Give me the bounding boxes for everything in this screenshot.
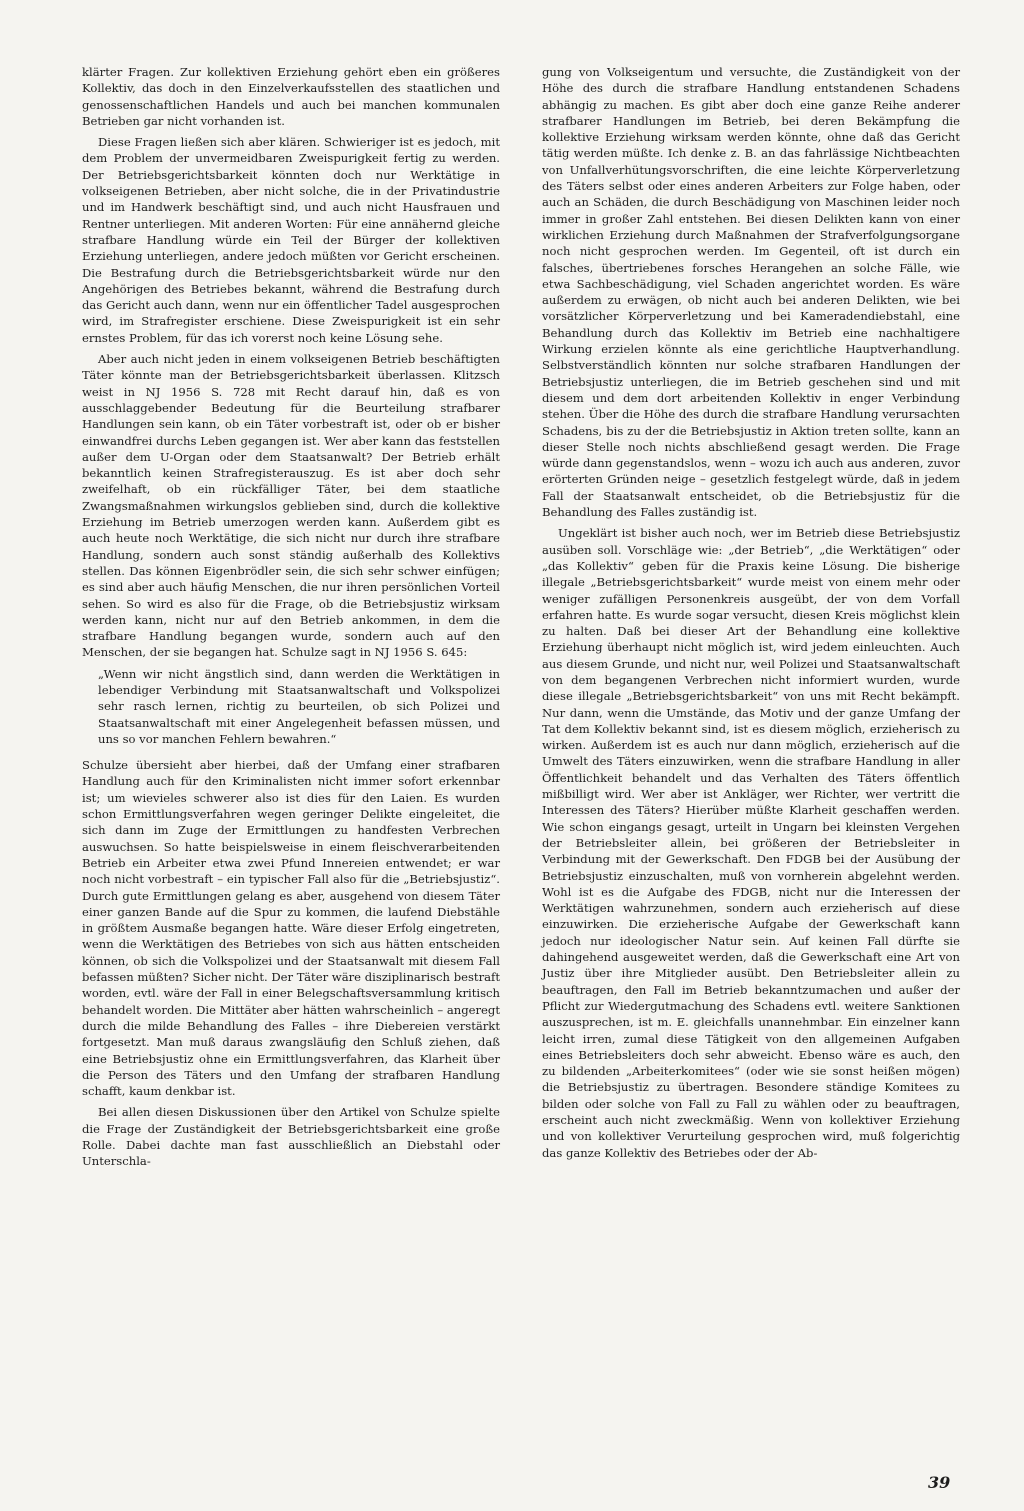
- paragraph: Ungeklärt ist bisher auch noch, wer im Betrieb diese Betriebsjustiz ausüben soll. Vorschläge wie: „der Betrieb“, „die Werktätigen“ oder „das Kollektiv“ geben für die Praxis keine Lösung. Die bisherige illegale „Betriebsgerichtsbarkeit“ wurde meist von einem mehr oder weniger zufälligen Personenkreis ausgeübt, der von dem Vorfall erfahren hatte. Es wurde sogar versucht, diesen Kreis möglichst klein zu halten. Daß bei dieser Art der Behandlung eine kollektive Erziehung überhaupt nicht möglich ist, wird jedem einleuchten. Auch aus diesem Grunde, und nicht nur, weil Polizei und Staatsanwaltschaft von dem begangenen Verbrechen nicht informiert wurden, wurde diese illegale „Betriebsgerichtsbarkeit“ von uns mit Recht bekämpft. Nur dann, wenn die Umstände, das Motiv und der ganze Umfang der Tat dem Kollektiv bekannt sind, ist es diesem möglich, erzieherisch zu wirken. Außerdem ist es auch nur dann möglich, erzieherisch auf die Umwelt des Täters einzuwirken, wenn die strafbare Handlung in aller Öffentlichkeit behandelt und das Verhalten des Täters öffentlich mißbilligt wird. Wer aber ist Ankläger, wer Richter, wer vertritt die Interessen des Täters? Hierüber müßte Klarheit geschaffen werden. Wie schon eingangs gesagt, urteilt in Ungarn bei kleinsten Vergehen der Betriebsleiter allein, bei größeren der Betriebsleiter in Verbindung mit der Gewerkschaft. Den FDGB bei der Ausübung der Betriebsjustiz einzuschalten, muß von vornherein abgelehnt werden. Wohl ist es die Aufgabe des FDGB, nicht nur die Interessen der Werktätigen wahrzunehmen, sondern auch erzieherisch auf diese einzuwirken. Die erzieherische Aufgabe der Gewerkschaft kann jedoch nur ideologischer Natur sein. Auf keinen Fall dürfte sie dahingehend ausgeweitet werden, daß die Gewerkschaft eine Art von Justiz über ihre Mitglieder ausübt. Den Betriebsleiter allein zu beauftragen, den Fall im Betrieb bekanntzumachen und außer der Pflicht zur Wiedergutmachung des Schadens evtl. weitere Sanktionen auszusprechen, ist m. E. gleichfalls unannehmbar. Ein einzelner kann leicht irren, zumal diese Tätigkeit von den allgemeinen Aufgaben eines Betriebsleiters doch sehr abweicht. Ebenso wäre es auch, den zu bildenden „Arbeiterkomitees“ (oder wie sie sonst heißen mögen) die Betriebsjustiz zu übertragen. Besondere ständige Komitees zu bilden oder solche von Fall zu Fall zu wählen oder zu beauftragen, erscheint auch nicht zweckmäßig. Wenn von kollektiver Erziehung und von kollektiver Verurteilung gesprochen wird, muß folgerichtig das ganze Kollektiv des Betriebes oder der Ab-: [542, 526, 960, 1160]
- paragraph: Aber auch nicht jeden in einem volkseigenen Betrieb beschäftigten Täter könnte man der Betriebsgerichtsbarkeit überlassen. Klitzsch weist in NJ 1956 S. 728 mit Recht darauf hin, daß es von ausschlaggebender Bedeutung für die Beurteilung strafbarer Handlungen sein kann, ob ein Täter vorbestraft ist, oder ob er bisher einwandfrei durchs Leben gegangen ist. Wer aber kann das feststellen außer dem U-Organ oder dem Staatsanwalt? Der Betrieb erhält bekanntlich keinen Strafregisterauszug. Es ist aber doch sehr zweifelhaft, ob ein rückfälliger Täter, bei dem staatliche Zwangsmaßnahmen wirkungslos geblieben sind, durch die kollektive Erziehung im Betrieb umerzogen werden kann. Außerdem gibt es auch heute noch Werktätige, die sich nicht nur durch ihre strafbare Handlung, sondern auch sonst ständig außerhalb des Kollektivs stellen. Das können Eigenbrödler sein, die sich sehr schwer einfügen; es sind aber auch häufig Menschen, die nur ihren persönlichen Vorteil sehen. So wird es also für die Frage, ob die Betriebsjustiz wirksam werden kann, nicht nur auf den Betrieb ankommen, in dem die strafbare Handlung begangen wurde, sondern auch auf den Menschen, der sie begangen hat. Schulze sagt in NJ 1956 S. 645:: [82, 352, 500, 660]
- page-number: 39: [928, 1473, 951, 1492]
- right-column: [542, 64, 960, 1166]
- quotation-text: „Wenn wir nicht ängstlich sind, dann werden die Werktätigen in lebendiger Verbindung mit Staatsanwaltschaft und Volkspolizei sehr rasch lernen, richtig zu beurteilen, ob sich Polizei und Staatsanwaltschaft mit einer Angelegenheit befassen müssen, und uns so vor manchen Fehlern bewahren.“: [98, 666, 500, 746]
- paragraph: Bei allen diesen Diskussionen über den Artikel von Schulze spielte die Frage der Zuständigkeit der Betriebsgerichtsbarkeit eine große Rolle. Dabei dachte man fast ausschließlich an Diebstahl oder Unterschla-: [82, 1105, 500, 1169]
- paragraph: Schulze übersieht aber hierbei, daß der Umfang einer strafbaren Handlung auch für den Kriminalisten nicht immer sofort erkennbar ist; um wievieles schwerer also ist dies für den Laien. Es wurden schon Ermittlungsverfahren wegen geringer Delikte eingeleitet, die sich dann im Zuge der Ermittlungen zu handfesten Verbrechen auswuchsen. So hatte beispielsweise in einem fleischverarbeitenden Betrieb ein Arbeiter etwa zwei Pfund Innereien entwendet; er war noch nicht vorbestraft – ein typischer Fall also für die „Betriebsjustiz“. Durch gute Ermittlungen gelang es aber, ausgehend von diesem Täter einer ganzen Bande auf die Spur zu kommen, die laufend Diebstähle in größtem Ausmaße begangen hatte. Wäre dieser Erfolg eingetreten, wenn die Werktätigen des Betriebes von sich aus hätten entscheiden können, ob sich die Volkspolizei und der Staatsanwalt mit diesem Fall befassen müßten? Sicher nicht. Der Täter wäre disziplinarisch bestraft worden, evtl. wäre der Fall in einer Belegschaftsversammlung kritisch behandelt worden. Die Mittäter aber hätten wahrscheinlich – angeregt durch die milde Behandlung des Falles – ihre Diebereien verstärkt fortgesetzt. Man muß daraus zwangsläufig den Schluß ziehen, daß eine Betriebsjustiz ohne ein Ermittlungsverfahren, das Klarheit über die Person des Täters und den Umfang der strafbaren Handlung schafft, kaum denkbar ist.: [82, 758, 500, 1099]
- left-column: [82, 64, 500, 1175]
- paragraph: gung von Volkseigentum und versuchte, die Zuständigkeit von der Höhe des durch die strafbare Handlung entstandenen Schadens abhängig zu machen. Es gibt aber doch eine ganze Reihe anderer strafbarer Handlungen im Betrieb, bei deren Bekämpfung die kollektive Erziehung wirksam werden könnte, ohne daß das Gericht tätig werden müßte. Ich denke z. B. an das fahrlässige Nichtbeachten von Unfallverhütungsvorschriften, die eine leichte Körperverletzung des Täters selbst oder eines anderen Arbeiters zur Folge haben, oder auch an Schäden, die durch Beschädigung von Maschinen leider noch immer in großer Zahl entstehen. Bei diesen Delikten kann von einer wirklichen Erziehung durch Maßnahmen der Strafverfolgungsorgane noch nicht gesprochen werden. Im Gegenteil, oft ist durch ein falsches, übertriebenes forsches Herangehen an solche Fälle, wie etwa Sachbeschädigung, viel Schaden angerichtet worden. Es wäre außerdem zu erwägen, ob nicht auch bei anderen Delikten, wie bei vorsätzlicher Körperverletzung und bei Kameradendiebstahl, eine Behandlung durch das Kollektiv im Betrieb eine nachhaltigere Wirkung erzielen könnte als eine gerichtliche Hauptverhandlung. Selbstverständlich könnten nur solche strafbaren Handlungen der Betriebsjustiz unterliegen, die im Betrieb geschehen sind und mit diesem und dem dort arbeitenden Kollektiv in enger Verbindung stehen. Über die Höhe des durch die strafbare Handlung verursachten Schadens, bis zu der die Betriebsjustiz in Aktion treten sollte, kann an dieser Stelle noch nichts abschließend gesagt werden. Die Frage würde dann gegenstandslos, wenn – wozu ich auch aus anderen, zuvor erörterten Gründen neige – gesetzlich festgelegt würde, daß in jedem Fall der Staatsanwalt entscheidet, ob die Betriebsjustiz für die Behandlung des Falles zuständig ist.: [542, 65, 960, 520]
- quotation: [98, 666, 500, 747]
- paragraph: Diese Fragen ließen sich aber klären. Schwieriger ist es jedoch, mit dem Problem der unvermeidbaren Zweispurigkeit fertig zu werden. Der Betriebsgerichtsbarkeit könnten doch nur Werktätige in volkseigenen Betrieben, aber nicht solche, die in der Privatindustrie und im Handwerk beschäftigt sind, und auch nicht Hausfrauen und Rentner unterliegen. Mit anderen Worten: Für eine annähernd gleiche strafbare Handlung würde ein Teil der Bürger der kollektiven Erziehung unterliegen, andere jedoch müßten vor Gericht erscheinen. Die Bestrafung durch die Betriebsgerichtsbarkeit würde nur den Angehörigen des Betriebes bekannt, während die Bestrafung durch das Gericht auch dann, wenn nur ein öffentlicher Tadel ausgesprochen wird, im Strafregister erschiene. Diese Zweispurigkeit ist ein sehr ernstes Problem, für das ich vorerst noch keine Lösung sehe.: [82, 135, 500, 345]
- paragraph: klärter Fragen. Zur kollektiven Erziehung gehört eben ein größeres Kollektiv, das doch in den Einzelverkaufsstellen des staatlichen und genossenschaftlichen Handels und auch bei manchen kommunalen Betrieben gar nicht vorhanden ist.: [82, 65, 500, 128]
